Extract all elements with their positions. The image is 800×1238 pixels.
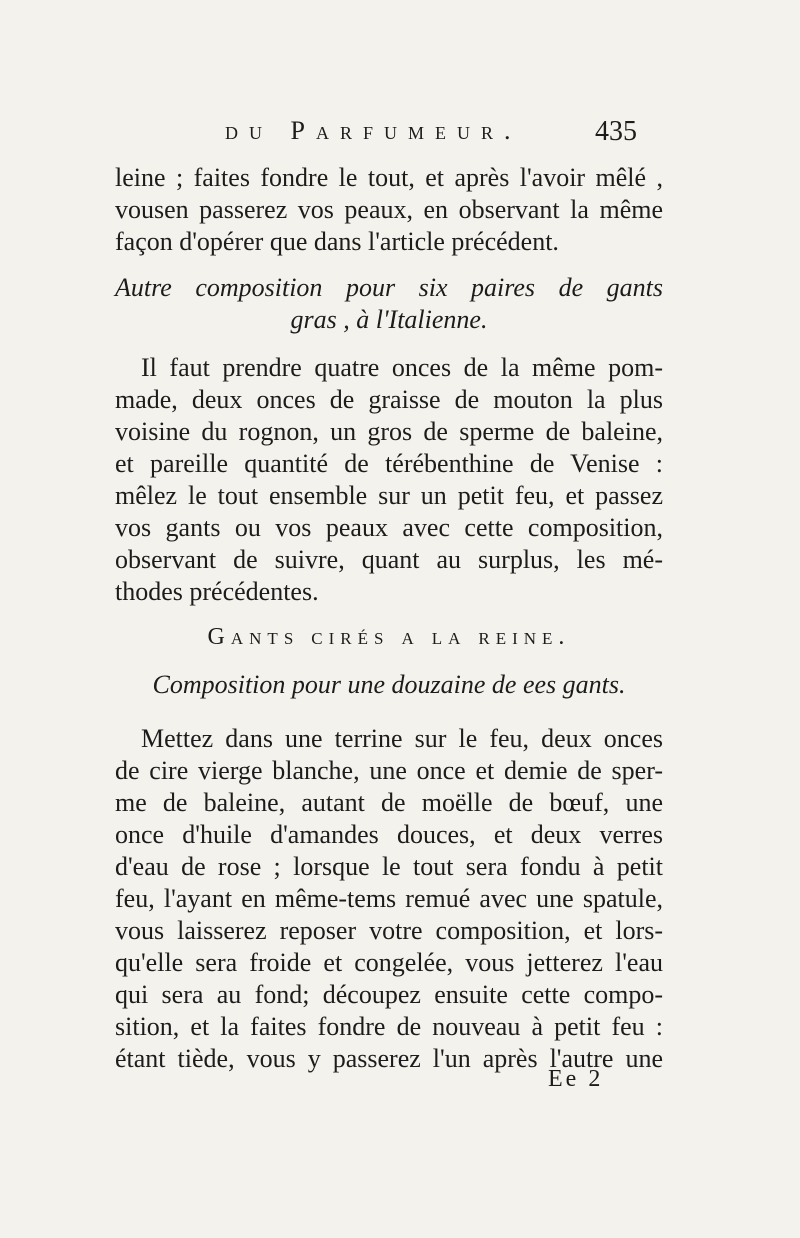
text-line: étant tiède, vous y passerez l'un après l'autre une [115, 1044, 663, 1073]
text-line: made, deux onces de graisse de mouton la plus [115, 385, 663, 414]
page-number: 435 [595, 116, 637, 147]
text-line: Il faut prendre quatre onces de la même pom- [141, 353, 663, 382]
text-line: d'eau de rose ; lorsque le tout sera fondu à petit [115, 852, 663, 881]
text-line: qui sera au fond; découpez ensuite cette compo- [115, 980, 663, 1009]
subheading: Composition pour une douzaine de ees gants. [152, 670, 626, 699]
text-line: sition, et la faites fondre de nouveau à petit feu : [115, 1012, 663, 1041]
text-line: Mettez dans une terrine sur le feu, deux onces [141, 724, 663, 753]
text-line: me de baleine, autant de moëlle de bœuf, une [115, 788, 663, 817]
text-line: voisine du rognon, un gros de sperme de baleine, [115, 417, 663, 446]
text-line: vousen passerez vos peaux, en observant la même [115, 195, 663, 224]
text-line: façon d'opérer que dans l'article précédent. [115, 227, 559, 256]
signature-mark: Ee 2 [548, 1066, 604, 1092]
text-line: de cire vierge blanche, une once et demie de sper- [115, 756, 663, 785]
text-line: leine ; faites fondre le tout, et après l'avoir mêlé , [115, 163, 663, 192]
running-header: du Parfumeur. [225, 116, 522, 145]
text-line: qu'elle sera froide et congelée, vous jetterez l'eau [115, 948, 663, 977]
text-line: observant de suivre, quant au surplus, les mé- [115, 545, 663, 574]
text-line: vous laisserez reposer votre composition, et lors- [115, 916, 663, 945]
text-line: vos gants ou vos peaux avec cette composition, [115, 513, 663, 542]
subsection-heading: Autre composition pour six paires de gants [115, 273, 663, 302]
text-line: feu, l'ayant en même-tems remué avec une spatule, [115, 884, 663, 913]
text-line: mêlez le tout ensemble sur un petit feu, et passez [115, 481, 663, 510]
text-line: thodes précédentes. [115, 577, 319, 606]
subsection-heading-cont: gras , à l'Italienne. [290, 305, 488, 334]
text-line: once d'huile d'amandes douces, et deux verres [115, 820, 663, 849]
section-heading: Gants cirés a la reine. [207, 624, 571, 650]
text-line: et pareille quantité de térébenthine de Venise : [115, 449, 663, 478]
